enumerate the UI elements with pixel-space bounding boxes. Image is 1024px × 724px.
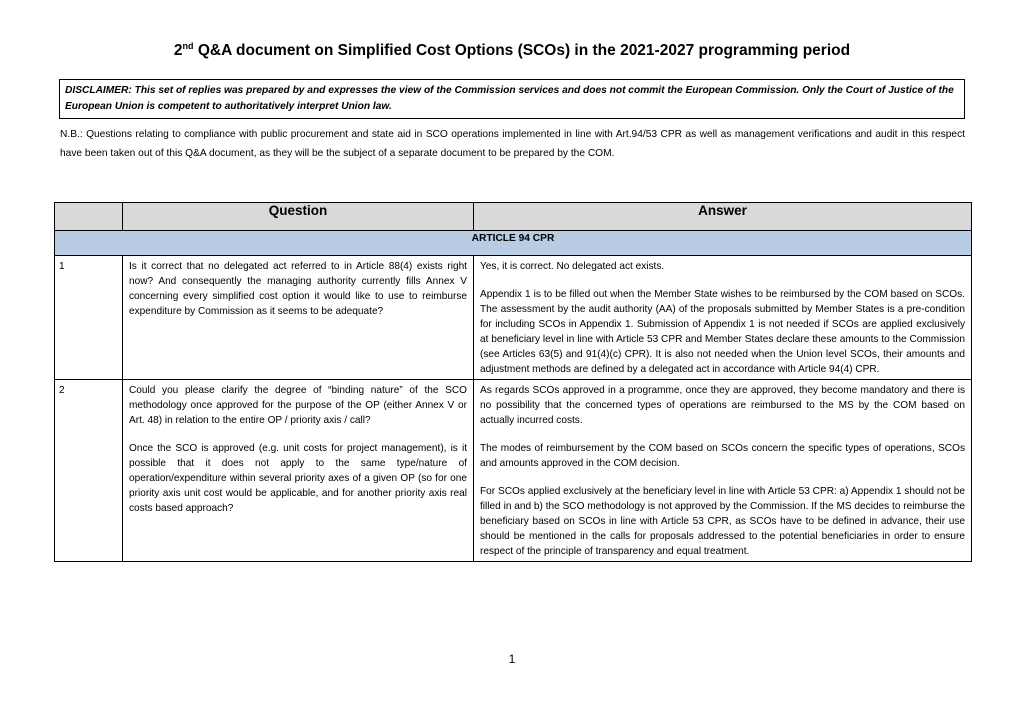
- header-question: Question: [123, 203, 474, 231]
- document-title: [0, 42, 1024, 60]
- question-cell: [123, 380, 474, 562]
- answer-paragraph: Yes, it is correct. No delegated act exists.: [480, 261, 665, 272]
- question-paragraph: Could you please clarify the degree of “binding nature” of the SCO methodology once approved for the purpose of the OP (either Annex V or Art. 48) in relation to the entire OP / priority axis / call?: [129, 385, 467, 426]
- row-number: 2: [55, 380, 123, 562]
- header-answer: Answer: [474, 203, 972, 231]
- row-number: 1: [55, 256, 123, 380]
- section-row: [55, 231, 972, 256]
- title-ordinal: 2: [173, 42, 183, 59]
- section-title: ARTICLE 94 CPR: [55, 231, 972, 256]
- table-row: [55, 380, 972, 562]
- table-row: [55, 256, 972, 380]
- title-ordinal-suffix: nd: [182, 40, 194, 51]
- nb-note: N.B.: Questions relating to compliance with public procurement and state aid in SCO operations implemented in line with Art.94/53 CPR as well as management verifications and audit in this respect have been taken out of this Q&A document, as they will be the subject of a separate document to be prepared by the COM.: [60, 129, 965, 159]
- question-cell: [123, 256, 474, 380]
- header-num: [55, 203, 123, 231]
- question-paragraph: Once the SCO is approved (e.g. unit costs for project management), is it possible that it does not apply to the same type/nature of operation/expenditure within several priority axes of a given OP (so for one priority axis unit cost would be applicable, and for another priority axis real costs based approach?: [129, 443, 467, 514]
- disclaimer-box: DISCLAIMER: This set of replies was prepared by and expresses the view of the Commission services and does not commit the European Commission. Only the Court of Justice of the European Union is competent to authoritatively interpret Union law.: [59, 79, 965, 119]
- page-number: 1: [508, 652, 516, 666]
- answer-cell: [474, 256, 972, 380]
- table-header-row: [55, 203, 972, 231]
- qa-table: [54, 202, 972, 562]
- title-text: Q&A document on Simplified Cost Options (SCOs) in the 2021-2027 programming period: [193, 42, 851, 59]
- question-paragraph: Is it correct that no delegated act referred to in Article 88(4) exists right now? And consequently the managing authority currently fills Annex V concerning every simplified cost option it would like to use to reimburse expenditure by Commission as it seems to be adequate?: [129, 261, 467, 317]
- answer-paragraph: The modes of reimbursement by the COM based on SCOs concern the specific types of operations, SCOs and amounts approved in the COM decision.: [480, 443, 965, 469]
- answer-paragraph: Appendix 1 is to be filled out when the Member State wishes to be reimbursed by the COM based on SCOs. The assessment by the audit authority (AA) of the proposals submitted by Member States is a pre-condition for including SCOs in Appendix 1. Submission of Appendix 1 is not needed if SCOs are applied exclusively at beneficiary level in line with Article 53 CPR and Member States declare these amounts to the Commission (see Articles 63(5) and 91(4)(c) CPR). It is also not needed when the Union level SCOs, their amounts and adjustment methods are defined by a delegated act in accordance with Article 94(4) CPR.: [480, 289, 965, 375]
- answer-paragraph: As regards SCOs approved in a programme, once they are approved, they become mandatory and there is no possibility that the concerned types of operations are reimbursed to the MS by the COM based on actually incurred costs.: [480, 385, 965, 426]
- answer-cell: [474, 380, 972, 562]
- answer-paragraph: For SCOs applied exclusively at the beneficiary level in line with Article 53 CPR: a) Appendix 1 should not be filled in and b) the SCO methodology is not approved by the Commission. If the MS decides to reimburse the beneficiary based on SCOs in line with Article 53 CPR, as SCOs have to be defined in advance, their use should be mentioned in the calls for proposals addressed to the potential beneficiaries in order to ensure respect of the principle of transparency and equal treatment.: [480, 486, 965, 557]
